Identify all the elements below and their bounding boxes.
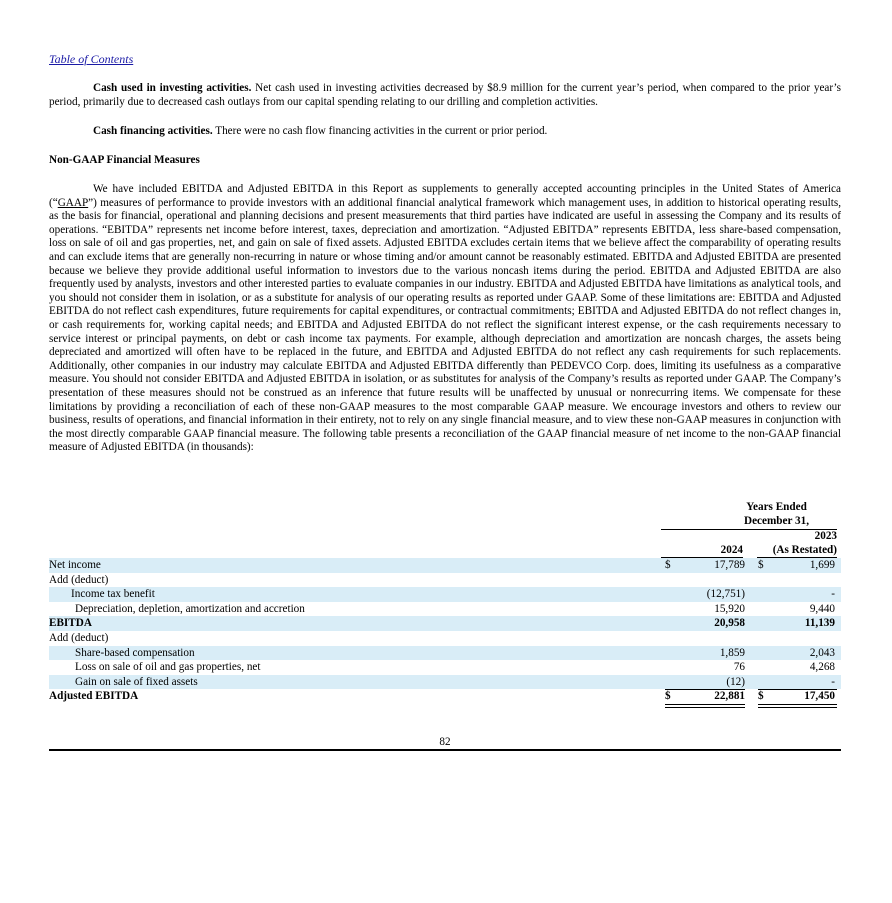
non-gaap-paragraph: [49, 183, 841, 455]
value-2024: (12,751): [706, 588, 745, 601]
financing-lead: Cash financing activities.: [93, 125, 213, 137]
table-row: [49, 689, 841, 704]
header-col1-year: 2024: [720, 544, 743, 556]
value-2024: 76: [733, 661, 745, 674]
row-label: EBITDA: [49, 617, 92, 630]
table-row: [49, 616, 841, 631]
value-2023: 2,043: [809, 646, 835, 659]
row-label: Adjusted EBITDA: [49, 690, 139, 703]
row-label: Loss on sale of oil and gas properties, net: [75, 661, 261, 674]
row-label: Income tax benefit: [71, 588, 155, 601]
currency-symbol: $: [758, 559, 764, 571]
table-row: [49, 587, 841, 602]
investing-lead: Cash used in investing activities.: [93, 82, 252, 94]
body-part-1: We have included EBITDA and Adjusted EBITDA in this Report as supplements to generally accepted accounting principles in the United States of America (“: [49, 183, 841, 209]
value-2023: 9,440: [809, 602, 835, 615]
grand-total-double-rule: [665, 704, 745, 708]
gaap-definition: GAAP: [57, 196, 89, 209]
table-of-contents-link[interactable]: Table of Contents: [49, 52, 134, 66]
row-label: Share-based compensation: [75, 646, 195, 659]
row-label: Net income: [49, 559, 101, 571]
value-2023: -: [831, 675, 835, 688]
value-2024: 22,881: [714, 690, 745, 703]
row-label: Gain on sale of fixed assets: [75, 675, 198, 688]
page-number: 82: [439, 736, 451, 748]
table-row: [49, 675, 841, 690]
table-row: [49, 573, 841, 588]
row-label: Add (deduct): [49, 573, 109, 586]
table-row: [49, 558, 841, 573]
currency-symbol: $: [665, 559, 671, 571]
table-row: [49, 660, 841, 675]
currency-symbol: $: [758, 690, 764, 703]
value-2024: 20,958: [714, 617, 745, 630]
value-2023: 4,268: [809, 661, 835, 674]
table-row: [49, 631, 841, 646]
header-col2-note: (As Restated): [772, 544, 837, 556]
value-2023: -: [831, 588, 835, 601]
currency-symbol: $: [665, 690, 671, 703]
financing-text: There were no cash flow financing activities in the current or prior period.: [212, 125, 548, 137]
header-col2-year: 2023: [814, 530, 837, 542]
value-2024: 15,920: [714, 602, 745, 615]
value-2024: (12): [726, 675, 745, 688]
investing-text: Net cash used in investing activities decreased by $8.9 million for the current year’s period, when compared to the prior year’s period, primarily due to decreased cash outlays from our capital spending relating to our drilling and completion activities.: [49, 82, 841, 108]
value-2024: 17,789: [714, 559, 745, 571]
value-2023: 17,450: [804, 690, 835, 703]
investing-paragraph: [49, 82, 841, 109]
value-2024: 1,859: [719, 646, 745, 659]
table-row: [49, 602, 841, 617]
row-label: Add (deduct): [49, 632, 109, 644]
table-row: [49, 646, 841, 661]
header-years-ended: Years Ended: [746, 501, 807, 513]
value-2023: 11,139: [804, 617, 835, 630]
body-part-2: ”) measures of performance to provide investors with an additional financial analytical framework which management uses, in addition to historical operating results, as the basis for financial, operational and planning decisions and present measurements that third parties have indicated are useful in assessing the Company and its results of operations. “EBITDA” represents net income before interest, taxes, depreciation and amortization. “Adjusted EBITDA” represents EBITDA, less share-based compensation, loss on sale of oil and gas properties, net, and gain on sale of fixed assets. Adjusted EBITDA excludes certain items that we believe affect the comparability of operating results and can exclude items that are generally non-recurring in nature or whose timing and/or amount cannot be reasonably estimated. EBITDA and Adjusted EBITDA are presented because we believe they provide additional useful information to investors due to the various noncash items during the period. EBITDA and Adjusted EBITDA are also frequently used by analysts, investors and other interested parties to evaluate companies in our industry. EBITDA and Adjusted EBITDA have limitations as analytical tools, and you should not consider them in isolation, or as a substitute for analysis of our operating results as reported under GAAP. Some of these limitations are: EBITDA and Adjusted EBITDA do not reflect cash expenditures, future requirements for capital expenditures, or contractual commitments; EBITDA and Adjusted EBITDA do not reflect changes in, or cash requirements for, working capital needs; and EBITDA and Adjusted EBITDA do not reflect the significant interest expense, or the cash requirements necessary to service interest or principal payments, on debt or cash income tax payments. For example, although depreciation and amortization are noncash charges, the assets being depreciated and amortized will often have to be replaced in the future, and EBITDA and Adjusted EBITDA do not reflect any cash requirements for such replacements. Additionally, other companies in our industry may calculate EBITDA and Adjusted EBITDA differently than PEDEVCO Corp. does, limiting its usefulness as a comparative measure. You should not consider EBITDA and Adjusted EBITDA in isolation, or as substitutes for analysis of the Company’s results as reported under GAAP. The Company’s presentation of these measures should not be construed as an inference that future results will be unaffected by unusual or nonrecurring items. We compensate for these limitations by providing a reconciliation of each of these non-GAAP measures to the most comparable GAAP measure. We encourage investors and others to review our business, results of operations, and financial information in their entirety, not to rely on any single financial measure, and to view these non-GAAP measures in conjunction with the most directly comparable GAAP financial measure. The following table presents a reconciliation of the GAAP financial measure of net income to the non-GAAP financial measure of Adjusted EBITDA (in thousands):: [49, 196, 841, 454]
grand-total-double-rule: [758, 704, 837, 708]
value-2023: 1,699: [809, 559, 835, 571]
footer-rule: [49, 749, 841, 751]
table-header-period: [704, 500, 849, 528]
section-heading: Non-GAAP Financial Measures: [49, 154, 200, 166]
financing-paragraph: [49, 125, 841, 139]
header-december: December 31,: [743, 515, 810, 527]
row-label: Depreciation, depletion, amortization and accretion: [75, 602, 305, 615]
